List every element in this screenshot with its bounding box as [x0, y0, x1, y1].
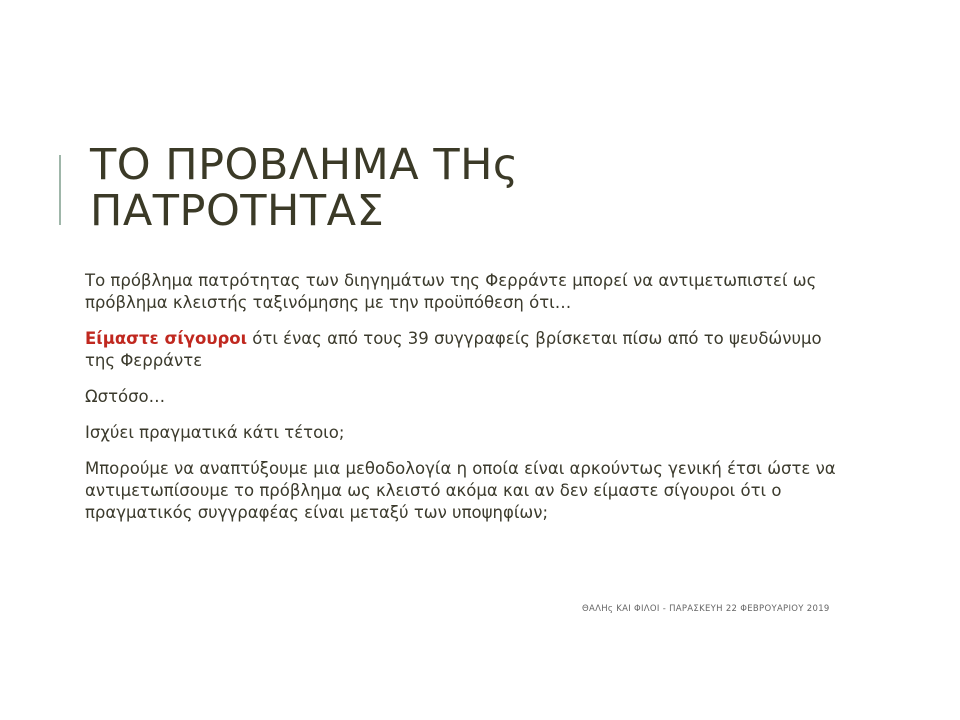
title-accent-bar [59, 155, 61, 225]
paragraph-5: Μπορούμε να αναπτύξουμε μια μεθοδολογία η οποία είναι αρκούντως γενική έτσι ώστε να αντιμετωπίσουμε το πρόβλημα ως κλειστό ακόμα και αν δεν είμαστε σίγουροι ότι ο πραγματικός συγγραφέας είναι μεταξύ των υποψηφίων; [85, 459, 836, 522]
slide-title-line-2: ΠΑΤΡΟΤΗΤΑΣ [90, 186, 385, 236]
slide-title-line-1: ΤΟ ΠΡΟΒΛΗΜΑ ΤΗς [90, 140, 519, 190]
slide-title [90, 142, 910, 234]
paragraph-2-text: ότι ένας από τους 39 συγγραφείς βρίσκεται πίσω από το ψευδώνυμο της Φερράντε [85, 329, 822, 370]
slide-body [85, 270, 845, 538]
paragraph-2 [85, 328, 845, 372]
slide-footer: ΘΑΛΗς ΚΑΙ ΦΙΛΟΙ - ΠΑΡΑΣΚΕΥΗ 22 ΦΕΒΡΟΥΑΡΙΟΥ 2019 [582, 604, 830, 614]
paragraph-3: Ωστόσο… [85, 387, 166, 406]
paragraph-4: Ισχύει πραγματικά κάτι τέτοιο; [85, 423, 345, 442]
paragraph-1: Το πρόβλημα πατρότητας των διηγημάτων της Φερράντε μπορεί να αντιμετωπιστεί ως πρόβλημα κλειστής ταξινόμησης με την προϋπόθεση ότι… [85, 271, 817, 312]
emphasis-text: Είμαστε σίγουροι [85, 329, 248, 348]
